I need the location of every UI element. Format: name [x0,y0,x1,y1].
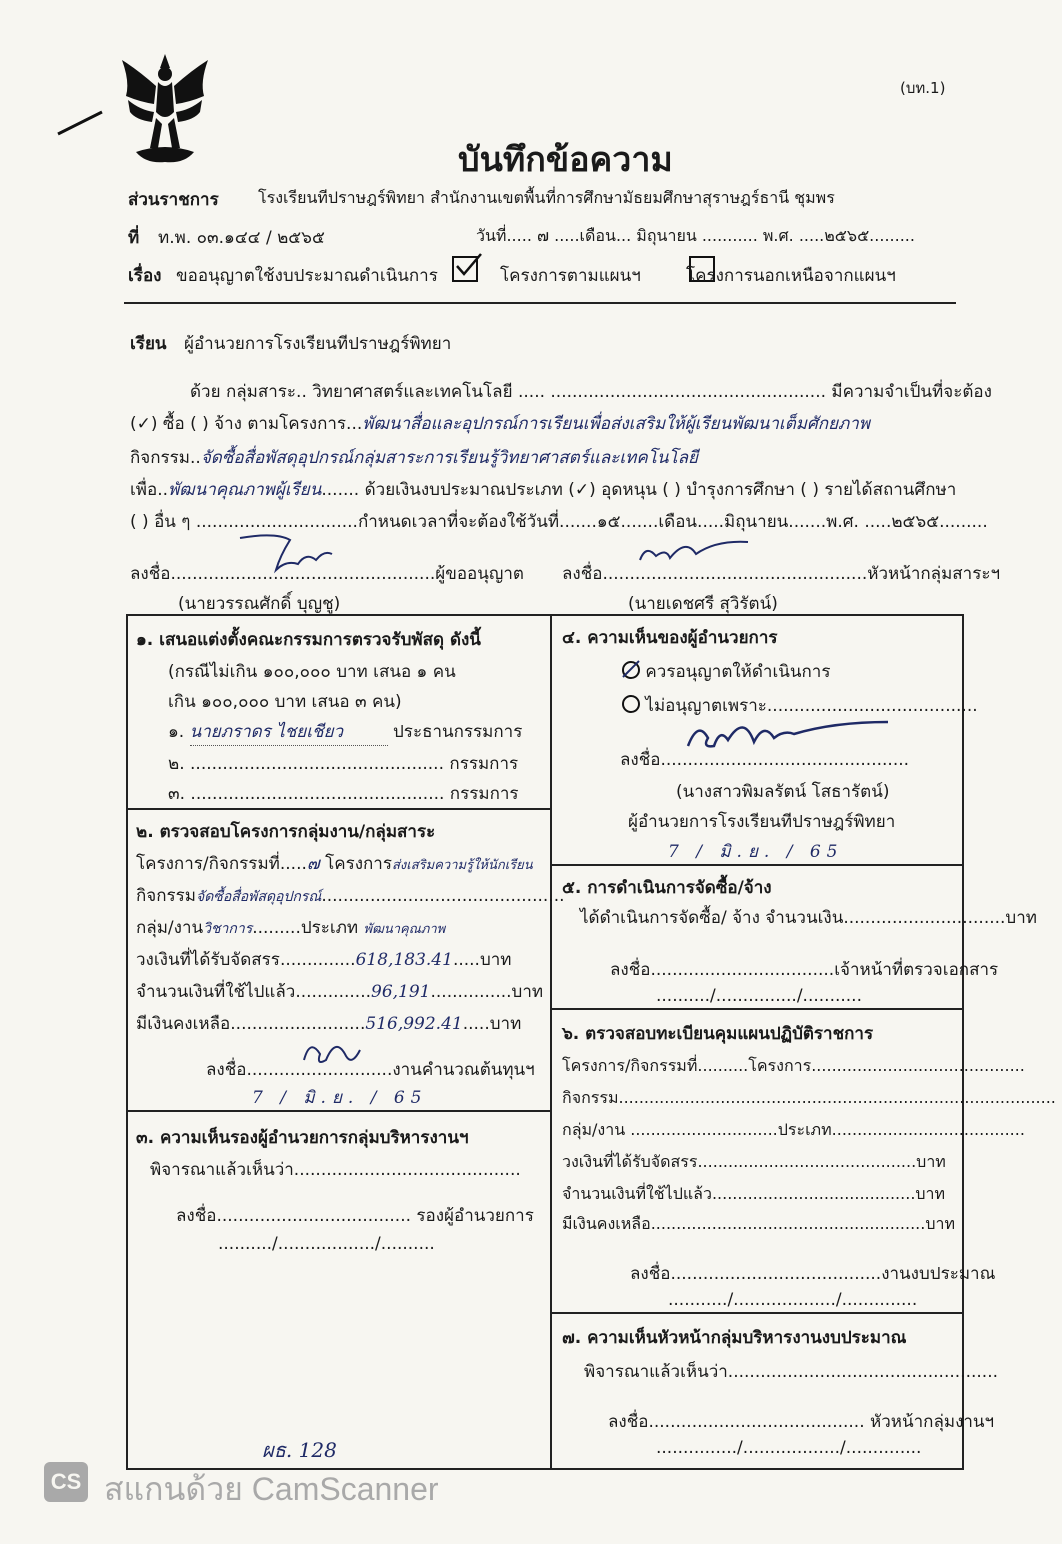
project-name: พัฒนาสื่อและอุปกรณ์การเรียนเพื่อส่งเสริมให้ผู้เรียนพัฒนาเต็มศักยภาพ [362,414,870,434]
s6-project-line: โครงการ/กิจกรรมที่..........โครงการ.......................................... [562,1056,1025,1075]
line1-prefix: ด้วย กลุ่มสาระ.. [190,382,307,402]
head-name: (นายเดชศรี สุวิรัตน์) [628,594,778,614]
s4-approve-label: ควรอนุญาตให้ดำเนินการ [645,662,831,682]
header-divider [124,302,956,304]
head-sign-line: ลงชื่อ.................................................หัวหน้ากลุ่มสาระฯ [562,564,1001,584]
s6-title: ๖. ตรวจสอบทะเบียนคุมแผนปฏิบัติราชการ [562,1024,874,1044]
s1-chair-role: ประธานกรรมการ [393,722,523,742]
s5-date: ........../.............../........... [656,986,862,1006]
offplan-option-label: โครงการนอกเหนือจากแผนฯ [686,266,896,286]
reference-number: ท.พ. ๐๓.๑๔๔ / ๒๕๖๕ [158,228,325,248]
s3-sign-line: ลงชื่อ.................................... รองผู้อำนวยการ [176,1206,534,1226]
s4-date: 7 / มิ.ย. / 65 [668,842,844,862]
s1-chair-name: นายภราดร ไชยเชียว [190,718,388,746]
s2-budget-value: 618,183.41 [355,950,453,970]
s2-group-line: กลุ่ม/งานวิชาการ.........ประเภท พัฒนาคุณภาพ [136,918,446,938]
s1-committee-3: ๓. ............................................... กรรมการ [168,784,519,804]
s6-group-line: กลุ่ม/งาน .............................ประเภท...................................... [562,1120,1025,1139]
agency-label: ส่วนราชการ [128,190,219,210]
s2-budget-line: วงเงินที่ได้รับจัดสรร..............618,183.41.....บาท [136,950,512,970]
s2-activity-name: จัดซื้อสื่อพัสดุอุปกรณ์ [196,889,322,905]
s6-budget-line: วงเงินที่ได้รับจัดสรร...........................................บาท [562,1152,946,1171]
s2-type-value: พัฒนาคุณภาพ [363,922,446,937]
s3-date: ........../................../.......... [218,1234,435,1254]
s7-title: ๗. ความเห็นหัวหน้ากลุ่มบริหารงานงบประมาณ [562,1328,907,1348]
document-code: (บท.1) [900,79,946,97]
s2-project-number: ๗ [306,854,320,874]
body-line-3 [130,444,698,471]
camscanner-logo-icon [44,1462,88,1502]
s6-activity-line: กิจกรรม...................................................................................... [562,1088,1056,1107]
line2-prefix: (✓) ซื้อ ( ) จ้าง ตามโครงการ... [130,414,363,434]
s2-title: ๒. ตรวจสอบโครงการกลุ่มงาน/กลุ่มสาระ [136,822,436,842]
purpose-value: พัฒนาคุณภาพผู้เรียน [168,480,322,500]
s4-approve-radio[interactable] [622,661,640,679]
s5-title: ๕. การดำเนินการจัดซื้อ/จ้าง [562,878,772,898]
s2-date: 7 / มิ.ย. / 65 [252,1088,428,1108]
agency-value: โรงเรียนทีปราษฎร์พิทยา สำนักงานเขตพื้นที่การศึกษามัธยมศึกษาสุราษฎร์ธานี ชุมพร [258,188,835,207]
s1-note-1: (กรณีไม่เกิน ๑๐๐,๐๐๐ บาท เสนอ ๑ คน [168,662,456,682]
s2-spent-value: 96,191 [371,982,431,1002]
pen-mark [56,108,106,138]
s7-opinion-line: พิจารณาแล้วเห็นว่า.................................................. [584,1362,999,1382]
divider-s5-s6 [550,1008,962,1010]
s7-date: .............../................../.............. [656,1438,922,1458]
s7-sign-line: ลงชื่อ........................................ หัวหน้ากลุ่มงานฯ [608,1412,995,1432]
s2-sign-line: ลงชื่อ...........................งานคำนวณต้นทุนฯ [206,1060,535,1080]
s5-sign-line: ลงชื่อ..................................เจ้าหน้าที่ตรวจเอกสาร [610,960,999,980]
activity-name: จัดซื้อสื่อพัสดุอุปกรณ์กลุ่มสาระการเรียนรู้วิทยาศาสตร์และเทคโนโลยี [200,448,699,468]
salutation-label: เรียน [130,334,167,354]
s2-remaining-line: มีเงินคงเหลือ.........................516,992.41.....บาท [136,1014,522,1034]
body-line-2 [130,410,870,437]
s4-title: ๔. ความเห็นของผู้อำนวยการ [562,628,778,648]
garuda-emblem [116,52,214,172]
body-line-1: ด้วย กลุ่มสาระ.. วิทยาศาสตร์และเทคโนโลยี ..... ................................................... มีความจำเป็นที่จะต้อง [190,382,992,402]
s6-spent-line: จำนวนเงินที่ใช้ไปแล้ว........................................บาท [562,1184,946,1203]
s1-note-2: เกิน ๑๐๐,๐๐๐ บาท เสนอ ๓ คน) [168,692,402,712]
salutation-value: ผู้อำนวยการโรงเรียนทีปราษฎร์พิทยา [184,334,452,354]
camscanner-badge: CS [50,1469,82,1494]
document-date: วันที่..... ๗ .....เดือน... มิถุนายน ........... พ.ศ. .....๒๕๖๕......... [476,226,915,245]
s5-amount-line: ได้ดำเนินการจัดซื้อ/ จ้าง จำนวนเงิน..............................บาท [580,908,1037,928]
s3-title: ๓. ความเห็นรองผู้อำนวยการกลุ่มบริหารงานฯ [136,1128,469,1148]
s2-activity-line: กิจกรรมจัดซื้อสื่อพัสดุอุปกรณ์............................................. [136,886,565,906]
s1-committee-1 [168,718,522,746]
s1-num-1: ๑. [168,722,185,742]
divider-s6-s7 [550,1312,962,1314]
s2-project-name: ส่งเสริมความรู้ให้นักเรียน [391,858,533,873]
subject-group: วิทยาศาสตร์และเทคโนโลยี [312,382,513,402]
reference-label: ที่ [128,228,140,248]
document-title: บันทึกข้อความ [458,140,673,180]
s1-title: ๑. เสนอแต่งตั้งคณะกรรมการตรวจรับพัสดุ ดังนี้ [136,630,481,650]
s4-director-name: (นางสาวพิมลรัตน์ โสธารัตน์) [676,782,890,802]
s4-approve-option[interactable] [622,658,830,685]
plan-checkbox[interactable] [452,256,478,282]
s6-sign-line: ลงชื่อ.......................................งานงบประมาณ [630,1264,996,1284]
s2-remaining-value: 516,992.41 [365,1014,463,1034]
body-line-5: ( ) อื่น ๆ ..............................กำหนดเวลาที่จะต้องใช้วันที่.......๑๕.......เดือน.....มิถุนายน.......พ.ศ. .....๒๕๖๕......... [130,512,988,532]
s4-director-position: ผู้อำนวยการโรงเรียนทีปราษฎร์พิทยา [628,812,896,832]
s4-sign-line: ลงชื่อ.............................................. [620,750,910,770]
s1-committee-2: ๒. ............................................... กรรมการ [168,754,519,774]
s2-group-value: วิชาการ [203,921,253,937]
camscanner-watermark: สแกนด้วย CamScanner [104,1471,439,1507]
line1-suffix: มีความจำเป็นที่จะต้อง [831,382,992,402]
s2-spent-line: จำนวนเงินที่ใช้ไปแล้ว..............96,191...............บาท [136,982,544,1002]
line4-prefix: เพื่อ.. [130,480,169,500]
divider-s1-s2 [126,808,552,810]
plan-option-label: โครงการตามแผนฯ [500,266,641,286]
s4-reject-radio[interactable] [622,695,640,713]
line4-suffix: ....... ด้วยเงินงบประมาณประเภท (✓) อุดหนุน ( ) บำรุงการศึกษา ( ) รายได้สถานศึกษา [321,480,957,500]
body-line-4 [130,476,956,503]
s3-opinion-line: พิจารณาแล้วเห็นว่า.......................................... [150,1160,521,1180]
handwritten-number: ผธ. 128 [262,1438,337,1462]
subject-value: ขออนุญาตใช้งบประมาณดำเนินการ [176,266,438,286]
s6-date: .........../.................../.............. [668,1290,918,1310]
line3-prefix: กิจกรรม.. [130,448,201,468]
s6-remaining-line: มีเงินคงเหลือ......................................................บาท [562,1214,956,1233]
s2-project-line: โครงการ/กิจกรรมที่.....๗ โครงการส่งเสริมความรู้ให้นักเรียน [136,854,533,874]
subject-label: เรื่อง [128,266,162,286]
s4-reject-label: ไม่อนุญาตเพราะ....................................... [645,696,978,716]
requester-sign-line: ลงชื่อ.................................................ผู้ขออนุญาต [130,564,524,584]
requester-name: (นายวรรณศักดิ์ บุญชู) [178,594,341,614]
grid-divider-center [550,614,552,1468]
